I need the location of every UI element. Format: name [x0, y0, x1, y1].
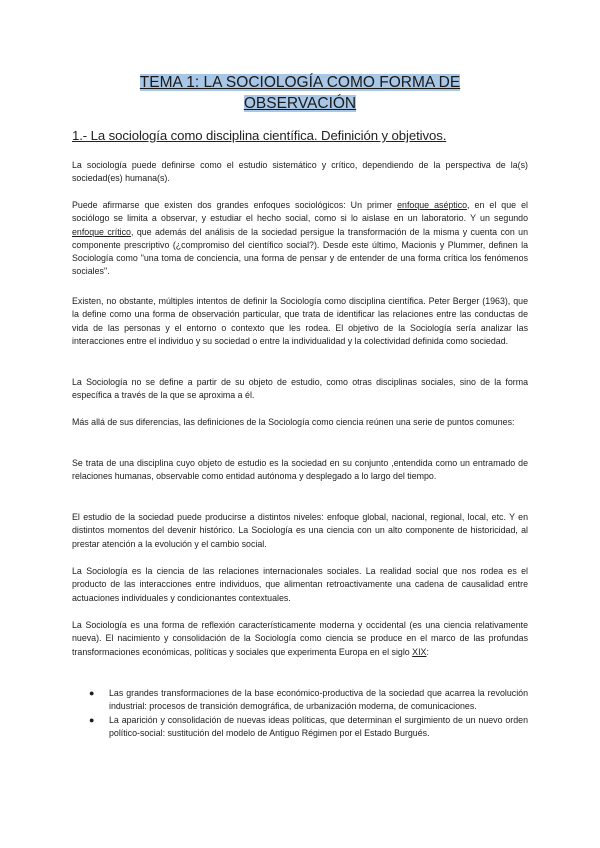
paragraph-society-whole: Se trata de una disciplina cuyo objeto de estudio es la sociedad en su conjunto ,entendida como un entramado de relaciones humanas, observable como entidad autónoma y desplegado a lo largo del tiempo.: [72, 458, 528, 482]
page-title: [72, 72, 528, 114]
text-segment: :: [426, 646, 429, 657]
paragraph-berger: Existen, no obstante, múltiples intentos de definir la Sociología como disciplina científica. Peter Berger (1963), que la define como una forma de observación particular, que trata de identificar las relaciones entre las conductas de vida de las personas y el entorno o contexto que les rodea. El objetivo de la Sociología sería analizar las interacciones entre el individuo y su sociedad o entre la individualidad y la colectividad definida como sociedad.: [72, 296, 528, 346]
text-segment: , en el que el sociólogo se limita a observar, y estudiar el hecho social, como si lo aislase en un laboratorio. Y un segundo: [72, 200, 528, 224]
bullet-icon: ●: [89, 714, 95, 725]
bullet-list: [72, 687, 528, 740]
list-item: [72, 687, 528, 714]
underlined-century: XIX: [412, 646, 427, 657]
underlined-term-aseptic: enfoque aséptico: [397, 200, 468, 210]
text-segment: , que además del análisis de la sociedad persigue la transformación de la misma y cuenta con un componente prescriptivo (¿compromiso del científico social?). Desde este último, Macionis y Plummer, definen la Sociología como "una toma de conciencia, una forma de pensar y de entender de una forma crítica los fenómenos sociales".: [72, 226, 528, 277]
text-segment: La Sociología es una forma de reflexión característicamente moderna y occidental (es una ciencia relativamente nueva). El nacimiento y consolidación de la Sociología como ciencia se produce en el marco de las profundas transformaciones económicas, políticas y sociales que experimenta Europa en el siglo: [72, 620, 528, 657]
title-line-1: TEMA 1: LA SOCIOLOGÍA COMO FORMA DE: [139, 74, 461, 91]
paragraph-levels: El estudio de la sociedad puede producirse a distintos niveles: enfoque global, nacional, regional, local, etc. Y en distintos momentos del devenir histórico. La Sociología es una ciencia con un alto componente de historicidad, al prestar atención a la evolución y el cambio social.: [72, 512, 528, 549]
paragraph-common-points: Más allá de sus diferencias, las definiciones de la Sociología como ciencia reúnen una serie de puntos comunes:: [72, 417, 515, 427]
paragraph-definition: La sociología puede definirse como el estudio sistemático y crítico, dependiendo de la perspectiva de la(s) sociedad(es) humana(s).: [72, 160, 528, 184]
bullet-icon: ●: [89, 688, 95, 698]
paragraph-modern-reflection: [72, 619, 528, 659]
list-item: [72, 714, 528, 741]
text-segment: Puede afirmarse que existen dos grandes enfoques sociológicos: Un primer: [72, 200, 398, 210]
list-item-text: Las grandes transformaciones de la base económico-productiva de la sociedad que acarrea la revolución industrial: procesos de transición demográfica, de urbanización moderna, de comunicaciones.: [109, 688, 528, 712]
underlined-term-critical: enfoque crítico: [72, 226, 131, 237]
list-item-text: La aparición y consolidación de nuevas ideas políticas, que determinan el surgimiento de un nuevo orden político-social: sustitución del modelo de Antiguo Régimen por el Estado Burgués.: [109, 714, 528, 738]
paragraph-approaches: [72, 199, 528, 279]
section-heading: 1.- La sociología como disciplina científica. Definición y objetivos.: [72, 128, 447, 143]
title-line-2: OBSERVACIÓN: [243, 95, 357, 112]
paragraph-object-of-study: La Sociología no se define a partir de su objeto de estudio, como otras disciplinas sociales, sino de la forma específica a través de la que se aproxima a él.: [72, 377, 528, 401]
paragraph-relations: La Sociología es la ciencia de las relaciones internacionales sociales. La realidad social que nos rodea es el producto de las interacciones entre individuos, que alimentan retroactivamente una cadena de causalidad entre actuaciones individuales y condicionantes contextuales.: [72, 566, 528, 603]
